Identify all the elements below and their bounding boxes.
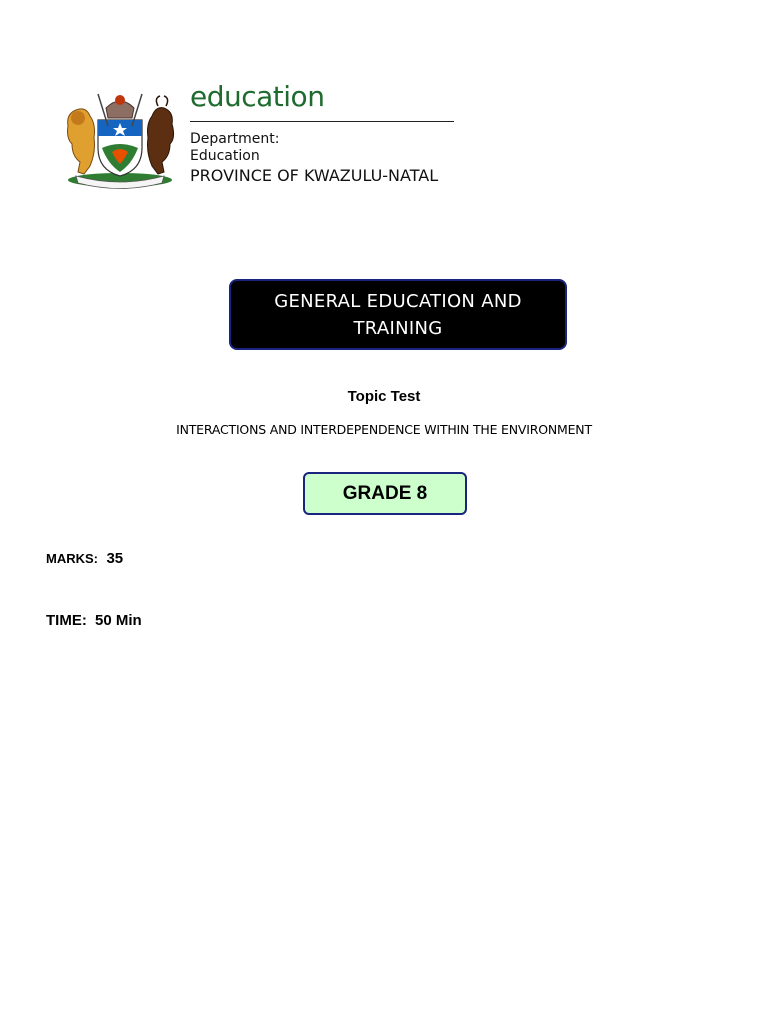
brand-wordmark: education [190, 80, 325, 113]
time-row [46, 612, 142, 629]
phase-banner-title: GENERAL EDUCATION AND TRAINING [274, 290, 522, 339]
coat-of-arms-icon [62, 86, 178, 190]
department-name: Education [190, 148, 260, 164]
test-type: Topic Test [347, 388, 421, 405]
test-topic: INTERACTIONS AND INTERDEPENDENCE WITHIN THE ENVIRONMENT [176, 422, 592, 437]
brand-divider [190, 121, 454, 122]
department-label: Department: [190, 131, 280, 147]
grade-label: GRADE 8 [342, 482, 428, 504]
province-name: PROVINCE OF KWAZULU-NATAL [190, 166, 439, 185]
time-label: TIME: [46, 612, 87, 629]
time-value: 50 Min [95, 612, 142, 629]
phase-banner [229, 279, 567, 350]
grade-badge [303, 472, 467, 515]
marks-label: MARKS: [46, 551, 98, 566]
marks-value: 35 [106, 550, 124, 567]
marks-row [46, 550, 123, 568]
